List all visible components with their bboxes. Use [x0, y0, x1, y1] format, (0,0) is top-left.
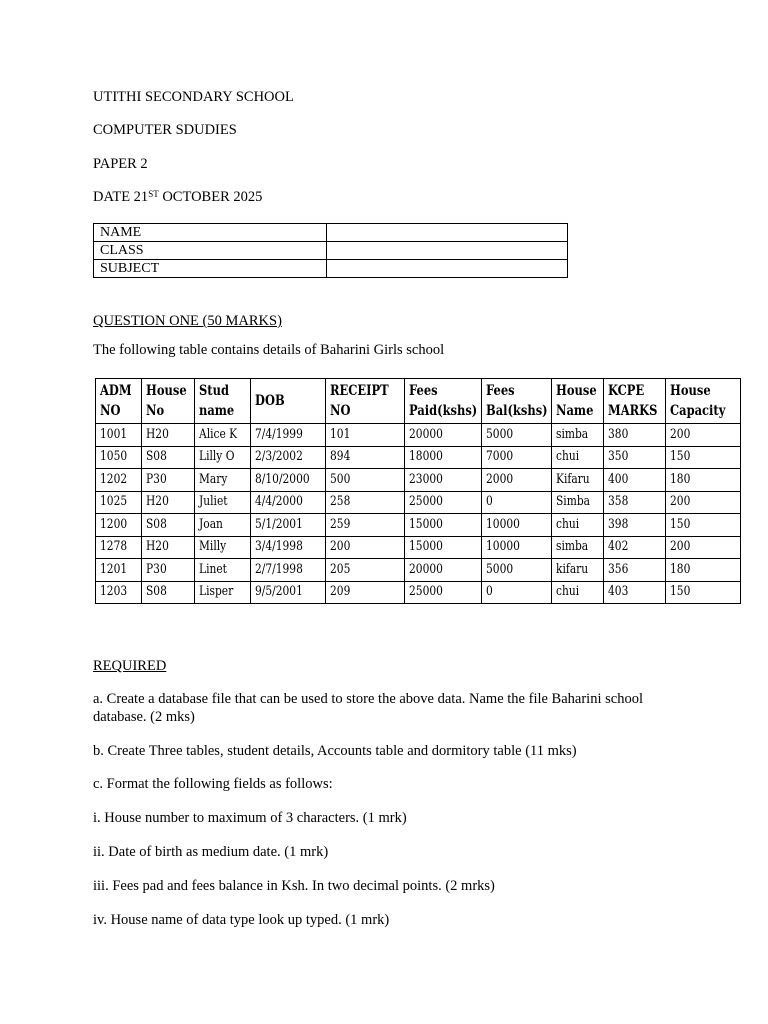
table-cell — [552, 424, 604, 447]
cell-value: 259 — [330, 516, 351, 532]
question-intro: The following table contains details of Baharini Girls school — [93, 342, 445, 358]
cell-value: 18000 — [409, 449, 443, 465]
column-header-label: Fees Bal(kshs) — [486, 383, 548, 419]
column-header-label: House No — [146, 383, 187, 419]
table-cell — [142, 446, 195, 469]
table-cell — [604, 469, 666, 492]
cell-value: 1203 — [100, 584, 128, 600]
cell-value: 20000 — [409, 561, 443, 577]
cell-value: 258 — [330, 494, 351, 510]
table-cell — [195, 536, 251, 559]
cell-value: 10000 — [486, 539, 520, 555]
column-header — [405, 379, 482, 424]
cell-value: Lilly O — [199, 449, 235, 465]
table-cell — [96, 514, 142, 537]
info-label-class: CLASS — [94, 242, 327, 260]
info-label-name: NAME — [94, 224, 327, 242]
column-header — [251, 379, 326, 424]
cell-value: 101 — [330, 426, 351, 442]
cell-value: 7000 — [486, 449, 514, 465]
column-header-label: Stud name — [199, 383, 235, 419]
table-cell — [405, 469, 482, 492]
column-header — [195, 379, 251, 424]
table-cell — [326, 559, 405, 582]
table-cell — [405, 559, 482, 582]
cell-value: H20 — [146, 539, 169, 555]
table-cell — [326, 514, 405, 537]
table-cell — [482, 424, 552, 447]
cell-value: 7/4/1999 — [255, 426, 303, 442]
table-cell — [326, 491, 405, 514]
table-cell — [326, 469, 405, 492]
table-cell — [251, 491, 326, 514]
cell-value: 1201 — [100, 561, 128, 577]
cell-value: Milly — [199, 539, 227, 555]
cell-value: 403 — [608, 584, 629, 600]
table-cell — [142, 424, 195, 447]
table-cell — [604, 559, 666, 582]
cell-value: 350 — [608, 449, 629, 465]
table-cell — [251, 446, 326, 469]
cell-value: 2000 — [486, 471, 514, 487]
table-cell — [552, 559, 604, 582]
cell-value: Lisper — [199, 584, 234, 600]
required-item-b: b. Create Three tables, student details, Accounts table and dormitory table (11 mks) — [93, 743, 577, 759]
table-cell — [251, 536, 326, 559]
table-cell — [96, 491, 142, 514]
cell-value: 500 — [330, 471, 351, 487]
info-row — [94, 242, 568, 260]
date-prefix: DATE 21 — [93, 189, 149, 205]
table-cell — [604, 581, 666, 604]
cell-value: chui — [556, 449, 580, 465]
cell-value: 1200 — [100, 516, 128, 532]
cell-value: 200 — [670, 494, 691, 510]
table-cell — [482, 514, 552, 537]
table-cell — [326, 536, 405, 559]
date-ordinal: ST — [148, 189, 159, 199]
cell-value: simba — [556, 539, 589, 555]
required-title: REQUIRED — [93, 658, 167, 674]
date-suffix: OCTOBER 2025 — [158, 189, 263, 205]
info-value-class[interactable] — [327, 242, 568, 260]
table-cell — [405, 424, 482, 447]
table-cell — [142, 469, 195, 492]
table-row — [96, 491, 741, 514]
cell-value: S08 — [146, 516, 167, 532]
table-cell — [326, 424, 405, 447]
cell-value: 0 — [486, 584, 493, 600]
cell-value: 402 — [608, 539, 629, 555]
cell-value: 3/4/1998 — [255, 539, 303, 555]
cell-value: P30 — [146, 561, 167, 577]
table-cell — [195, 581, 251, 604]
cell-value: H20 — [146, 426, 169, 442]
column-header — [482, 379, 552, 424]
required-item-c-ii: ii. Date of birth as medium date. (1 mrk) — [93, 844, 329, 860]
cell-value: 5000 — [486, 561, 514, 577]
cell-value: Mary — [199, 471, 228, 487]
table-cell — [482, 536, 552, 559]
table-cell — [604, 446, 666, 469]
cell-value: 9/5/2001 — [255, 584, 303, 600]
cell-value: 5/1/2001 — [255, 516, 303, 532]
table-cell — [604, 491, 666, 514]
table-cell — [482, 446, 552, 469]
table-cell — [195, 491, 251, 514]
column-header-label: House Capacity — [670, 383, 726, 419]
cell-value: 2/7/1998 — [255, 561, 303, 577]
table-cell — [405, 446, 482, 469]
table-cell — [604, 536, 666, 559]
table-cell — [96, 581, 142, 604]
cell-value: chui — [556, 516, 580, 532]
table-cell — [604, 514, 666, 537]
cell-value: simba — [556, 426, 589, 442]
table-cell — [96, 424, 142, 447]
required-item-a: a. Create a database file that can be used to store the above data. Name the file Baharini school database. (2 mks) — [93, 691, 643, 725]
cell-value: 200 — [330, 539, 351, 555]
table-cell — [142, 559, 195, 582]
cell-value: 4/4/2000 — [255, 494, 303, 510]
table-body — [96, 424, 741, 604]
table-cell — [666, 514, 741, 537]
column-header — [96, 379, 142, 424]
cell-value: 25000 — [409, 494, 443, 510]
table-cell — [405, 491, 482, 514]
cell-value: Alice K — [199, 426, 238, 442]
table-cell — [405, 581, 482, 604]
cell-value: 180 — [670, 471, 691, 487]
table-cell — [195, 514, 251, 537]
table-row — [96, 514, 741, 537]
cell-value: 2/3/2002 — [255, 449, 303, 465]
cell-value: 10000 — [486, 516, 520, 532]
cell-value: 894 — [330, 449, 351, 465]
info-value-subject[interactable] — [327, 260, 568, 278]
table-cell — [96, 446, 142, 469]
table-cell — [195, 446, 251, 469]
table-cell — [96, 559, 142, 582]
table-row — [96, 559, 741, 582]
column-header — [142, 379, 195, 424]
cell-value: S08 — [146, 449, 167, 465]
cell-value: 180 — [670, 561, 691, 577]
school-name: UTITHI SECONDARY SCHOOL — [93, 89, 294, 105]
cell-value: 150 — [670, 516, 691, 532]
table-cell — [666, 559, 741, 582]
paper-number: PAPER 2 — [93, 156, 148, 172]
required-item-c-iii: iii. Fees pad and fees balance in Ksh. In two decimal points. (2 mrks) — [93, 878, 495, 894]
cell-value: Joan — [199, 516, 223, 532]
cell-value: 15000 — [409, 516, 443, 532]
table-cell — [142, 581, 195, 604]
table-cell — [552, 536, 604, 559]
cell-value: 1050 — [100, 449, 128, 465]
table-cell — [552, 581, 604, 604]
table-cell — [482, 581, 552, 604]
table-row — [96, 581, 741, 604]
subject-title: COMPUTER SDUDIES — [93, 122, 237, 138]
cell-value: 1202 — [100, 471, 128, 487]
cell-value: Linet — [199, 561, 227, 577]
table-cell — [666, 469, 741, 492]
cell-value: 380 — [608, 426, 629, 442]
table-cell — [666, 581, 741, 604]
table-cell — [195, 469, 251, 492]
cell-value: H20 — [146, 494, 169, 510]
table-cell — [604, 424, 666, 447]
table-cell — [251, 559, 326, 582]
column-header — [666, 379, 741, 424]
column-header — [604, 379, 666, 424]
table-cell — [96, 469, 142, 492]
column-header-label: ADM NO — [100, 383, 132, 419]
cell-value: 200 — [670, 539, 691, 555]
cell-value: 150 — [670, 449, 691, 465]
info-value-name[interactable] — [327, 224, 568, 242]
table-row — [96, 446, 741, 469]
table-cell — [142, 514, 195, 537]
table-cell — [251, 581, 326, 604]
table-cell — [552, 491, 604, 514]
table-cell — [251, 469, 326, 492]
table-cell — [666, 491, 741, 514]
cell-value: chui — [556, 584, 580, 600]
exam-date — [93, 188, 262, 206]
question-title: QUESTION ONE (50 MARKS) — [93, 313, 282, 329]
required-item-c: c. Format the following fields as follows: — [93, 776, 333, 792]
table-cell — [405, 536, 482, 559]
table-cell — [552, 514, 604, 537]
cell-value: 356 — [608, 561, 629, 577]
table-cell — [405, 514, 482, 537]
student-info-table — [93, 223, 568, 278]
table-cell — [326, 581, 405, 604]
table-cell — [482, 469, 552, 492]
cell-value: 5000 — [486, 426, 514, 442]
cell-value: 1001 — [100, 426, 128, 442]
table-cell — [195, 424, 251, 447]
table-cell — [666, 424, 741, 447]
cell-value: 15000 — [409, 539, 443, 555]
cell-value: 20000 — [409, 426, 443, 442]
info-row — [94, 224, 568, 242]
info-label-subject: SUBJECT — [94, 260, 327, 278]
school-data-table — [95, 378, 741, 604]
table-cell — [552, 446, 604, 469]
cell-value: 358 — [608, 494, 629, 510]
table-row — [96, 536, 741, 559]
info-row — [94, 260, 568, 278]
table-cell — [326, 446, 405, 469]
table-cell — [195, 559, 251, 582]
column-header-label: DOB — [255, 393, 285, 409]
cell-value: 398 — [608, 516, 629, 532]
column-header — [326, 379, 405, 424]
cell-value: Simba — [556, 494, 591, 510]
table-cell — [666, 536, 741, 559]
cell-value: 1025 — [100, 494, 128, 510]
table-row — [96, 424, 741, 447]
table-cell — [482, 559, 552, 582]
cell-value: 1278 — [100, 539, 128, 555]
cell-value: 25000 — [409, 584, 443, 600]
required-item-c-i: i. House number to maximum of 3 characters. (1 mrk) — [93, 810, 407, 826]
table-cell — [142, 491, 195, 514]
table-cell — [482, 491, 552, 514]
table-cell — [251, 514, 326, 537]
table-header-row — [96, 379, 741, 424]
column-header-label: House Name — [556, 383, 597, 419]
cell-value: 150 — [670, 584, 691, 600]
cell-value: 0 — [486, 494, 493, 510]
table-cell — [96, 536, 142, 559]
required-item-c-iv: iv. House name of data type look up typed. (1 mrk) — [93, 912, 390, 928]
cell-value: 200 — [670, 426, 691, 442]
column-header-label: RECEIPT NO — [330, 383, 389, 419]
cell-value: P30 — [146, 471, 167, 487]
column-header-label: Fees Paid(kshs) — [409, 383, 478, 419]
table-cell — [142, 536, 195, 559]
table-cell — [666, 446, 741, 469]
cell-value: Kifaru — [556, 471, 590, 487]
cell-value: 209 — [330, 584, 351, 600]
cell-value: 205 — [330, 561, 351, 577]
column-header — [552, 379, 604, 424]
column-header-label: KCPE MARKS — [608, 383, 658, 419]
cell-value: 23000 — [409, 471, 443, 487]
cell-value: 8/10/2000 — [255, 471, 310, 487]
cell-value: S08 — [146, 584, 167, 600]
cell-value: 400 — [608, 471, 629, 487]
table-row — [96, 469, 741, 492]
cell-value: Juliet — [199, 494, 228, 510]
table-cell — [251, 424, 326, 447]
cell-value: kifaru — [556, 561, 589, 577]
table-cell — [552, 469, 604, 492]
